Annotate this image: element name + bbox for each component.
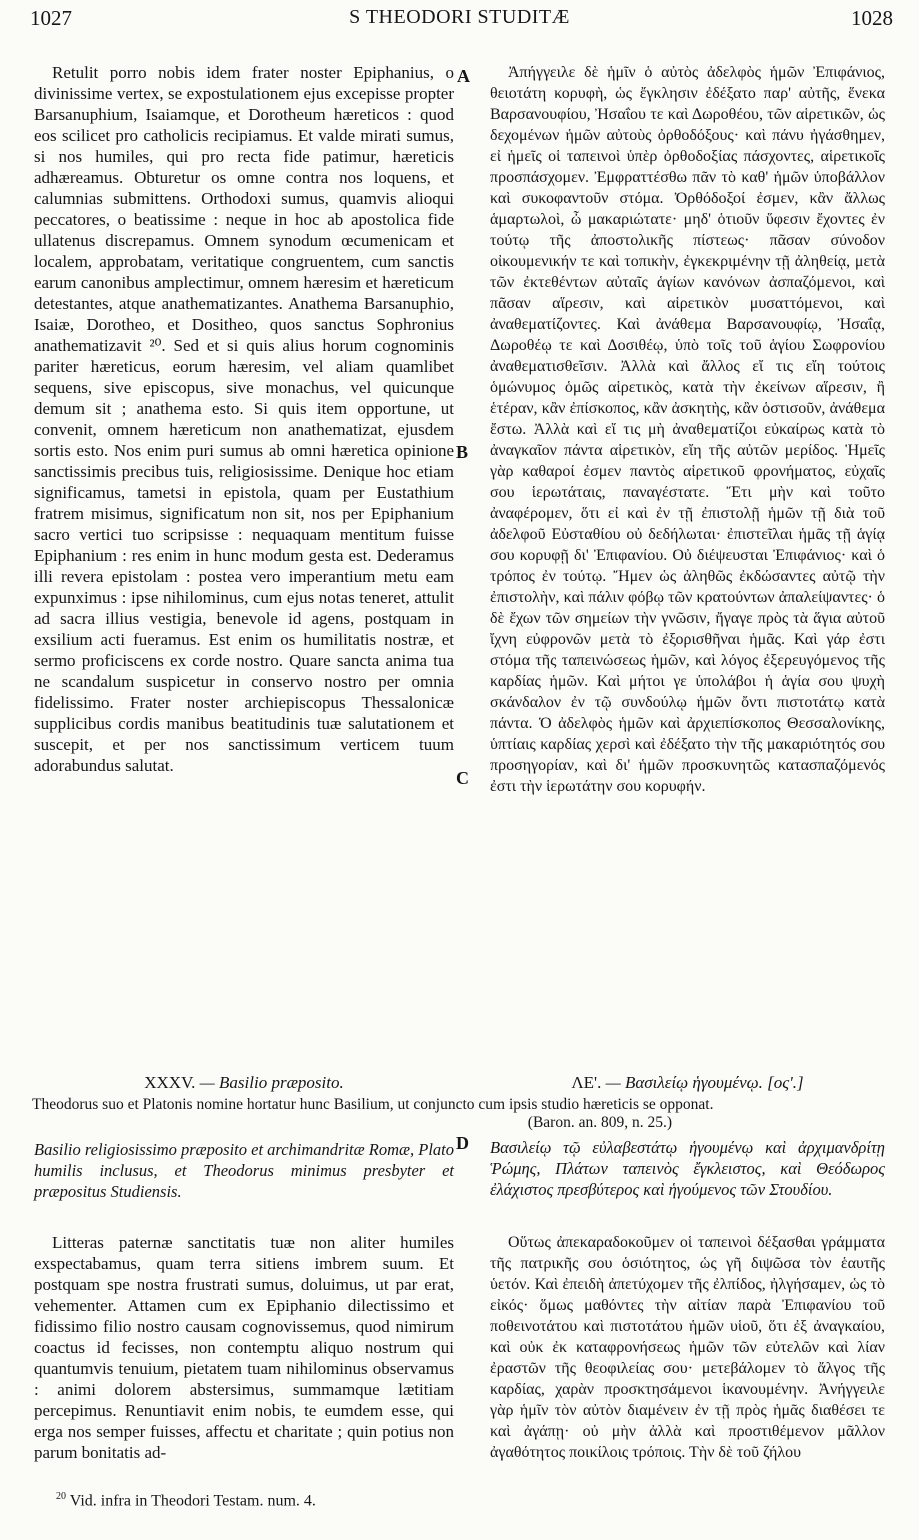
latin-paragraph: Litteras paternæ sanctitatis tuæ non aliter humiles exspectabamus, quam terra sitiens imbrem suum. Et postquam spe nostra frustrati sumus, doluimus, ut par erat, vehementer. Attamen cum ex Epiphanio dilectissimo et fidissimo filio nostro causam cognovissemus, quod nimirum coactus id fecisses, non contemptu aliquo nostrum qui quantumvis tenuium, pietatem tuam nihilominus observamus : animi dolorem abstersimus, summamque lætitiam percepimus. Renuntiavit enim nobis, te eumdem esse, qui erga nos semper fuisses, affectu et charitate ; quin potius non parum bonitatis ad- (34, 1233, 454, 1462)
footnote-number: 20 (56, 1491, 66, 1502)
greek-column-upper (490, 62, 885, 797)
summary-text: Theodorus suo et Platonis nomine hortatur hunc Basilium, ut conjuncto cum ipsis studio hæreticis se opponat. (32, 1096, 714, 1113)
footnote (56, 1491, 316, 1510)
latin-column-upper (34, 62, 454, 776)
letter-summary (32, 1096, 892, 1132)
latin-address: Basilio religiosissimo præposito et archimandritæ Romæ, Plato humilis inclusus, et Theodorus minimus presbyter et præpositus Studiensis. (34, 1140, 455, 1201)
greek-section-title (490, 1073, 885, 1093)
greek-column-lower (490, 1232, 885, 1463)
latin-column-lower (34, 1232, 454, 1463)
greek-address: Βασιλείῳ τῷ εὐλαβεστάτῳ ἡγουμένῳ καὶ ἀρχιμανδρίτῃ Ῥώμης, Πλάτων ταπεινὸς ἔγκλειστος, καὶ Θεόδωρος ἐλάχιστος πρεσβύτερος καὶ ἡγούμενος τῶν Στουδίου. (490, 1138, 885, 1199)
summary-reference: (Baron. an. 809, n. 25.) (527, 1114, 672, 1131)
greek-paragraph: Ἀπήγγειλε δὲ ἡμῖν ὁ αὐτὸς ἀδελφὸς ἡμῶν Ἐπιφάνιος, θειοτάτη κορυφὴ, ὡς ἔγκλησιν ἐδέξατο παρ' αὐτῆς, ἕνεκα Βαρσανουφίου, Ἠσαΐου τε καὶ Δωροθέου, τῶν αἱρετικῶν, ὡς δεχομένων ἡμῶν αὐτοὺς ὀρθοδόξους· καὶ πάνυ ἠγάσθημεν, εἰ ἡμεῖς οἱ ταπεινοὶ ὑπὲρ ὀρθοδοξίας πάσχοντες, αἱρετικοῖς προσπάσχομεν. Ἐμφραττέσθω πᾶν τὸ καθ' ἡμῶν ὑποβάλλον καὶ συκοφαντοῦν στόμα. Ὀρθόδοξοί ἐσμεν, κἂν ἄλλως ἁμαρτωλοὶ, ὦ μακαριώτατε· μηδ' ὁτιοῦν ὕφεσιν ἔχοντες ἐν τούτῳ τῆς ἀποστολικῆς πίστεως· πᾶσαν σύνοδον οἰκουμενικήν τε καὶ τοπικὴν, ἐγκεκριμένην τῇ ἀληθείᾳ, μετὰ τῶν ἐκτεθέντων αὐταῖς ἁγίων κανόνων ἀσπαζόμενοι, καὶ πᾶσαν αἵρεσιν, καὶ αἱρετικὸν μυσαττόμενοι, καὶ ἀναθεματίζοντες. Καὶ ἀνάθεμα Βαρσανουφίῳ, Ἠσαΐᾳ, Δωροθέῳ τε καὶ Δοσιθέῳ, ὑπὸ τοῖς τοῦ ἁγίου Σωφρονίου ἀναθεματισθεῖσιν. Ἀλλὰ καὶ ἄλλος εἴ τις εἴη τούτοις ὁμώνυμος ὁμῶς αἱρετικὸς, κατὰ τὴν ἐκείνων αἵρεσιν, ἢ ἑτέραν, κἂν ἐπίσκοπος, κἂν ἀσκητὴς, κἂν ὁστισοῦν, ἀνάθεμα ἔστω. Ἀλλὰ καὶ εἴ τις μὴ ἀναθεματίζοι εὐκαίρως κατὰ τὸ ἀναγκαῖον πάντα αἱρετικὸν, εἴη τῆς αὐτῶν μερίδος. Ἡμεῖς γὰρ καθαροί ἐσμεν παντὸς αἱρετικοῦ φρονήματος, εὐχαῖς σου ἱερωτάταις, παναγέστατε. Ἔτι μὴν καὶ τοῦτο ἀναφέρομεν, ὅτι εἰ καὶ ἐν τῇ ἐπιστολῇ ἡμῶν τῇ διὰ τοῦ ἀδελφοῦ Εὐσταθίου οὐ δεδήλωται· ἐπιστεῖλαι ἡμᾶς τῇ ἁγίᾳ σου κορυφῇ δι' Ἐπιφανίου. Οὐ διέψευσται Ἐπιφάνιος· καὶ ὁ τρόπος ἐν τούτῳ. Ἤμεν ὡς ἀληθῶς ἐκδώσαντες αὐτῷ τὴν ἐπιστολὴν, καὶ πάλιν φόβῳ τῶν κρατούντων ἀπαλείψαντες· ὁ δὲ ἔχων τῶν σημείων τὴν γνῶσιν, ἤγαγε πρὸς τὰ ἅγια αὐτοῦ ἴχνη εὐφρονῶν μετὰ τὸ ἐξορισθῆναι ἡμᾶς. Καὶ γάρ ἐστι στόμα τῆς ταπεινώσεως ἡμῶν, καὶ λόγος ἐξερευγόμενος τῆς καρδίας ἡμῶν. Καὶ μήτοι γε ὑπολάβοι ἡ ἁγία σου ψυχὴ σκάνδαλον ἐν τῷ συνδούλῳ ἡμῶν ὄντι πιστοτάτῳ κατὰ πάντα. Ὁ ἀδελφὸς ἡμῶν καὶ ἀρχιεπίσκοπος Θεσσαλονίκης, ὑπτίαις καρδίας χερσὶ καὶ ἐδέξατο τὴν τῆς μακαριότητός σου προσηγορίαν, καὶ δι' ἡμῶν προσκυνητῶς κατασπαζόμενός ἐστι τὴν ἱερωτάτην σου κορυφήν. (490, 64, 885, 795)
left-page-number: 1027 (30, 6, 72, 30)
latin-section-title (34, 1073, 454, 1093)
margin-letter-c: C (456, 768, 469, 788)
running-title: S THEODORI STUDITÆ (349, 6, 570, 28)
right-page-number: 1028 (851, 6, 893, 30)
greek-section-name: — Βασιλείῳ ἡγουμένῳ. [ος'.] (605, 1073, 804, 1092)
latin-paragraph: Retulit porro nobis idem frater noster Epiphanius, o divinissime vertex, se expostulationem ejus excepisse propter Barsanuphium, Isaiamque, et Dorotheum hæreticos : quod eos scilicet pro catholicis recipiamus. Et valde mirati sumus, si nos humiles, qui pro recta fide patimur, hæreticis adhæreamus. Obturetur os omne contra nos loquens, et calumnias submittens. Orthodoxi sumus, quamvis alioqui peccatores, o beatissime : neque in hoc ab apostolica fide ullatenus discrepamus. Omnem synodum œcumenicam et localem, approbatam, veritatique congruentem, cum sanctis earum canonibus amplectimur, omnem hæresim et hæreticum detestantes, atque anathematizantes. Anathema Barsanuphio, Isaiæ, Dorotheo, et Dositheo, quos sanctus Sophronius anathematizavit ²⁰. Sed et si quis alius horum cognominis pariter hæreticus, eorum hæresim, vel aliam quamlibet sequens, sive episcopus, sive monachus, vel quicunque demum sit ; anathema esto. Si quis item opportune, ut convenit, omnem hæreticum non anathematizat, ejusdem sortis esto. Nos enim puri sumus ab omni hæretica opinione sanctissimis precibus tuis, religiosissime. Denique hoc etiam significamus, tametsi in epistola, quam per Eustathium fratrem misimus, significatum non sit, nos per Epiphanium sacro vertici tuo scripsisse : nequaquam mentitum fuisse Epiphanium : res enim in hunc modum gesta est. Dederamus illi revera epistolam : postea vero imperantium metu eam expunximus : ipse nihilominus, cum ejus notas teneret, attulit ad sacra illius vestigia, benevole id agens, postquam in exsilium acti fueramus. Est enim os humilitatis nostræ, et sermo proficiscens ex corde nostro. Quare sancta anima tua ne scandalum suspicetur in conservo nostro per omnia fidelissimo. Frater noster archiepiscopus Thessalonicæ supplicibus cordis manibus beatitudinis tuæ salutationem et suscepit, et per nos sanctissimum verticem tuum adorabundus salutat. (34, 63, 454, 775)
margin-letter-a: A (457, 66, 470, 86)
greek-section-number: ΛΕ'. (571, 1073, 602, 1092)
margin-letter-d: D (456, 1133, 469, 1153)
footnote-text: Vid. infra in Theodori Testam. num. 4. (69, 1492, 316, 1510)
latin-section-name: — Basilio præposito. (199, 1073, 344, 1092)
latin-section-number: XXXV. (144, 1073, 196, 1092)
margin-letter-b: B (456, 442, 469, 462)
greek-paragraph: Οὕτως ἀπεκαραδοκοῦμεν οἱ ταπεινοὶ δέξασθαι γράμματα τῆς πατρικῆς σου ὁσιότητος, ὡς γῆ διψῶσα τὸν ἑαυτῆς ὑετόν. Καὶ ἐπειδὴ ἀπετύχομεν τῆς ἐλπίδος, ἠλγήσαμεν, ὡς τὸ εἰκός· ὅμως μαθόντες τὴν αἰτίαν παρὰ Ἐπιφανίου τοῦ ποθεινοτάτου καὶ πιστοτάτου ἡμῶν υἱοῦ, ὅτι ἐξ ἀναγκαίου, καὶ οὐκ ἐκ καταφρονήσεως ἡμῶν τῶν εὐτελῶν καὶ λίαν ἐραστῶν τῆς θεοφιλείας σου· μετεβάλομεν τὸ ἄλγος τῆς καρδίας, χαρὰν προσκτησάμενοι ἱκανουμένην. Ἀνήγγειλε γὰρ ἡμῖν τὸν αὐτὸν διαμένειν ἐν τῇ πρὸς ἡμᾶς διαθέσει τε καὶ ἀγάπῃ· οὐ μὴν ἀλλὰ καὶ προστιθέμενον μᾶλλον ἀγαθότητος ποικίλοις τρόποις. Τὴν δὲ τοῦ ζήλου (490, 1234, 885, 1461)
